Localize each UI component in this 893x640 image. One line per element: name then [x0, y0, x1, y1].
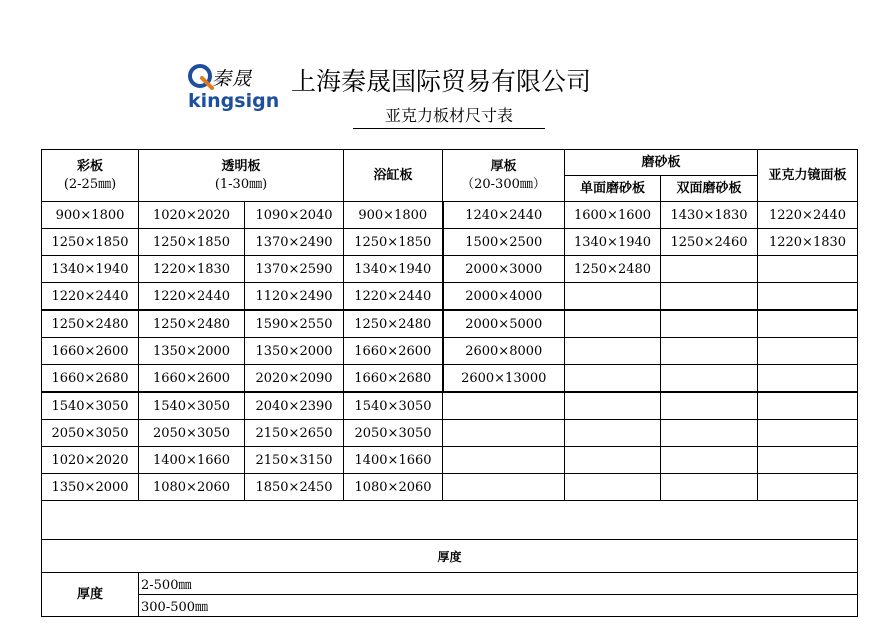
- table-row: [42, 447, 858, 474]
- table-cell: 1080×2060: [344, 474, 443, 501]
- table-cell: 1220×1830: [758, 229, 858, 256]
- table-row: [42, 474, 858, 501]
- table-cell: 2050×3050: [344, 420, 443, 447]
- table-row: [42, 420, 858, 447]
- table-row: [42, 256, 858, 283]
- table-cell: 1540×3050: [344, 392, 443, 420]
- table-cell: [758, 420, 858, 447]
- logo-chinese-text: 秦晟: [212, 68, 253, 90]
- table-cell: 1540×3050: [42, 392, 139, 420]
- table-cell: 1590×2550: [245, 310, 344, 338]
- table-cell: 1350×2000: [245, 338, 344, 365]
- table-cell: 1250×2460: [661, 229, 758, 256]
- table-cell: 1660×2600: [139, 365, 245, 393]
- table-cell: [758, 392, 858, 420]
- table-cell: [565, 392, 661, 420]
- table-row: [42, 392, 858, 420]
- table-cell: [661, 256, 758, 283]
- table-cell: [443, 474, 565, 501]
- header-label: 厚板: [490, 158, 517, 174]
- header-label: 浴缸板: [373, 167, 413, 183]
- table-cell: [565, 365, 661, 393]
- company-logo: [188, 62, 284, 114]
- table-cell: 1020×2020: [42, 447, 139, 474]
- table-cell: 2600×13000: [443, 365, 565, 393]
- table-row: [42, 365, 858, 393]
- size-table: [41, 149, 858, 617]
- table-cell: 2050×3050: [139, 420, 245, 447]
- table-cell: 1250×1850: [139, 229, 245, 256]
- table-cell: [661, 474, 758, 501]
- table-row: [42, 283, 858, 311]
- table-cell: 1250×1850: [42, 229, 139, 256]
- table-cell: [661, 420, 758, 447]
- thickness-section-title: 厚度: [42, 540, 858, 573]
- table-cell: 1350×2000: [139, 338, 245, 365]
- table-cell: 2150×3150: [245, 447, 344, 474]
- table-cell: [661, 338, 758, 365]
- table-cell: [758, 474, 858, 501]
- table-cell: 1370×2490: [245, 229, 344, 256]
- table-cell: [565, 447, 661, 474]
- table-cell: [565, 310, 661, 338]
- table-cell: 1400×1660: [344, 447, 443, 474]
- table-cell: [565, 338, 661, 365]
- table-cell: [443, 447, 565, 474]
- blank-row: [42, 501, 858, 540]
- table-cell: 2000×5000: [443, 310, 565, 338]
- table-cell: 1340×1940: [42, 256, 139, 283]
- table-cell: 1850×2450: [245, 474, 344, 501]
- table-cell: 1340×1940: [344, 256, 443, 283]
- company-name: 上海秦晟国际贸易有限公司: [291, 67, 592, 96]
- kingsign-logo-icon: [188, 64, 214, 90]
- table-cell: 2000×4000: [443, 283, 565, 311]
- table-cell: 1120×2490: [245, 283, 344, 311]
- table-cell: 1660×2600: [344, 338, 443, 365]
- table-cell: 2040×2390: [245, 392, 344, 420]
- header-range: (1-30㎜): [214, 176, 268, 192]
- table-cell: 1660×2680: [344, 365, 443, 393]
- table-cell: [443, 420, 565, 447]
- table-cell: 1540×3050: [139, 392, 245, 420]
- table-cell: [758, 338, 858, 365]
- table-row: [42, 202, 858, 229]
- header-label: 彩板: [76, 158, 103, 174]
- header-thick-sheet: [443, 150, 565, 202]
- logo-english-text: kingsign: [188, 90, 280, 112]
- thickness-label: 厚度: [42, 573, 139, 617]
- header-clear-sheet: [139, 150, 344, 202]
- table-cell: 1400×1660: [139, 447, 245, 474]
- table-row: [42, 338, 858, 365]
- header-bathtub-sheet: [344, 150, 443, 202]
- table-cell: 1250×1850: [344, 229, 443, 256]
- header-range: （20-300㎜）: [461, 176, 546, 192]
- header-double-frosted: 双面磨砂板: [661, 176, 758, 202]
- table-cell: [758, 447, 858, 474]
- table-cell: 1020×2020: [139, 202, 245, 229]
- table-cell: [661, 392, 758, 420]
- table-cell: [565, 420, 661, 447]
- table-cell: 1370×2590: [245, 256, 344, 283]
- table-cell: [661, 447, 758, 474]
- table-cell: 1220×2440: [139, 283, 245, 311]
- table-cell: 1660×2680: [42, 365, 139, 393]
- table-cell: 1250×2480: [139, 310, 245, 338]
- table-cell: [443, 392, 565, 420]
- table-cell: 1250×2480: [42, 310, 139, 338]
- table-cell: 2000×3000: [443, 256, 565, 283]
- table-cell: 1220×2440: [344, 283, 443, 311]
- table-cell: 1500×2500: [443, 229, 565, 256]
- table-cell: 1250×2480: [344, 310, 443, 338]
- table-cell: [758, 310, 858, 338]
- table-row: [42, 310, 858, 338]
- table-cell: [661, 365, 758, 393]
- table-cell: [758, 283, 858, 311]
- table-cell: 2050×3050: [42, 420, 139, 447]
- table-row: [42, 229, 858, 256]
- table-cell: 2150×2650: [245, 420, 344, 447]
- header-color-sheet: [42, 150, 139, 202]
- table-cell: 1080×2060: [139, 474, 245, 501]
- table-cell: 1250×2480: [565, 256, 661, 283]
- table-cell: 1660×2600: [42, 338, 139, 365]
- thickness-value: 300-500㎜: [139, 595, 858, 617]
- sheet-title: 亚克力板材尺寸表: [353, 103, 545, 129]
- table-cell: [565, 474, 661, 501]
- table-cell: [565, 283, 661, 311]
- header-range: (2-25㎜): [63, 176, 117, 192]
- table-cell: [661, 283, 758, 311]
- table-cell: 2600×8000: [443, 338, 565, 365]
- table-cell: 900×1800: [344, 202, 443, 229]
- header-label: 透明板: [221, 158, 261, 174]
- table-cell: [758, 256, 858, 283]
- table-cell: 900×1800: [42, 202, 139, 229]
- table-cell: 1220×2440: [42, 283, 139, 311]
- table-cell: 1430×1830: [661, 202, 758, 229]
- header-mirror-sheet: 亚克力镜面板: [758, 150, 858, 202]
- table-cell: 1220×1830: [139, 256, 245, 283]
- header-frosted-sheet: 磨砂板: [565, 150, 758, 176]
- table-cell: 1220×2440: [758, 202, 858, 229]
- table-cell: 1240×2440: [443, 202, 565, 229]
- table-cell: 1350×2000: [42, 474, 139, 501]
- table-cell: 2020×2090: [245, 365, 344, 393]
- table-cell: 1090×2040: [245, 202, 344, 229]
- table-cell: 1600×1600: [565, 202, 661, 229]
- table-cell: [758, 365, 858, 393]
- header-single-frosted: 单面磨砂板: [565, 176, 661, 202]
- table-cell: [661, 310, 758, 338]
- thickness-value: 2-500㎜: [139, 573, 858, 595]
- table-cell: 1340×1940: [565, 229, 661, 256]
